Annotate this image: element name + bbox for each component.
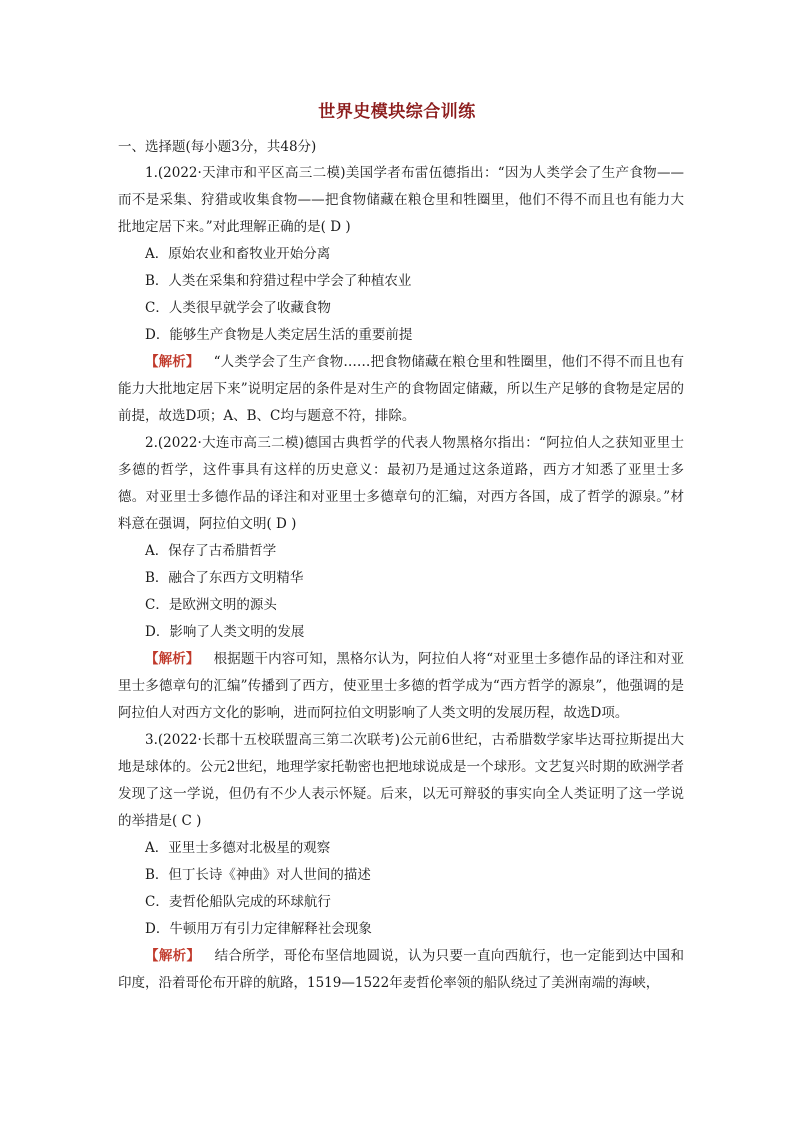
analysis-tag: 【解析】 (145, 354, 200, 370)
analysis-tag: 【解析】 (145, 948, 201, 964)
option-d: D．影响了人类文明的发展 (145, 624, 305, 640)
analysis-block (118, 646, 684, 727)
analysis-text: “人类学会了生产食物……把食物储藏在粮仓里和牲圈里，他们不得不而且也有能力大批地定居下来”说明定居的条件是对生产的食物固定储藏，所以生产足够的食物是定居的前提，故选D项；A、B、C均与题意不符，排除。 (118, 354, 685, 424)
option-c: C．人类很早就学会了收藏食物 (145, 300, 331, 316)
question-3 (118, 727, 684, 997)
question-list (118, 160, 684, 997)
option-a: A．原始农业和畜牧业开始分离 (145, 246, 331, 262)
option-d: D．能够生产食物是人类定居生活的重要前提 (145, 327, 413, 343)
option-c: C．麦哲伦船队完成的环球航行 (145, 894, 331, 910)
question-1 (118, 160, 684, 430)
analysis-text: 结合所学，哥伦布坚信地圆说，认为只要一直向西航行，也一定能到达中国和印度，沿着哥伦布开辟的航路，1519—1522年麦哲伦率领的船队绕过了美洲南端的海峡， (118, 948, 685, 991)
page-title: 世界史模块综合训练 (318, 102, 476, 122)
analysis-tag: 【解析】 (145, 651, 200, 667)
option-a: A．亚里士多德对北极星的观察 (145, 840, 331, 856)
option-b: B．人类在采集和狩猎过程中学会了种植农业 (145, 273, 412, 289)
option-a: A．保存了古希腊哲学 (145, 543, 277, 559)
option-c: C．是欧洲文明的源头 (145, 597, 277, 613)
section-heading: 一、选择题(每小题3分，共48分) (118, 139, 317, 155)
question-stem: 2.(2022·大连市高三二模)德国古典哲学的代表人物黑格尔指出：“阿拉伯人之获知亚里士多德的哲学，这件事具有这样的历史意义：最初乃是通过这条道路，西方才知悉了亚里士多德。对亚里士多德作品的译注和对亚里士多德章句的汇编，对西方各国，成了哲学的源泉。”材料意在强调，阿拉伯文明( D ) (118, 435, 684, 532)
analysis-text: 根据题干内容可知，黑格尔认为，阿拉伯人将“对亚里士多德作品的译注和对亚里士多德章句的汇编”传播到了西方，使亚里士多德的哲学成为“西方哲学的源泉”，他强调的是阿拉伯人对西方文化的影响，进而阿拉伯文明影响了人类文明的发展历程，故选D项。 (118, 651, 685, 721)
analysis-block (118, 349, 684, 430)
option-b: B．融合了东西方文明精华 (145, 570, 304, 586)
question-stem: 1.(2022·天津市和平区高三二模)美国学者布雷伍德指出：“因为人类学会了生产食物——而不是采集、狩猎或收集食物——把食物储藏在粮仓里和牲圈里，他们不得不而且也有能力大批地定居下来。”对此理解正确的是( D ) (118, 165, 684, 235)
option-d: D．牛顿用万有引力定律解释社会现象 (145, 921, 372, 937)
question-stem: 3.(2022·长郡十五校联盟高三第二次联考)公元前6世纪，古希腊数学家毕达哥拉斯提出大地是球体的。公元2世纪，地理学家托勒密也把地球说成是一个球形。文艺复兴时期的欧洲学者发现了这一学说，但仍有不少人表示怀疑。后来，以无可辩驳的事实向全人类证明了这一学说的举措是( C ) (118, 732, 684, 829)
option-b: B．但丁长诗《神曲》对人世间的描述 (145, 867, 371, 883)
analysis-block (118, 943, 684, 997)
question-2 (118, 430, 684, 727)
